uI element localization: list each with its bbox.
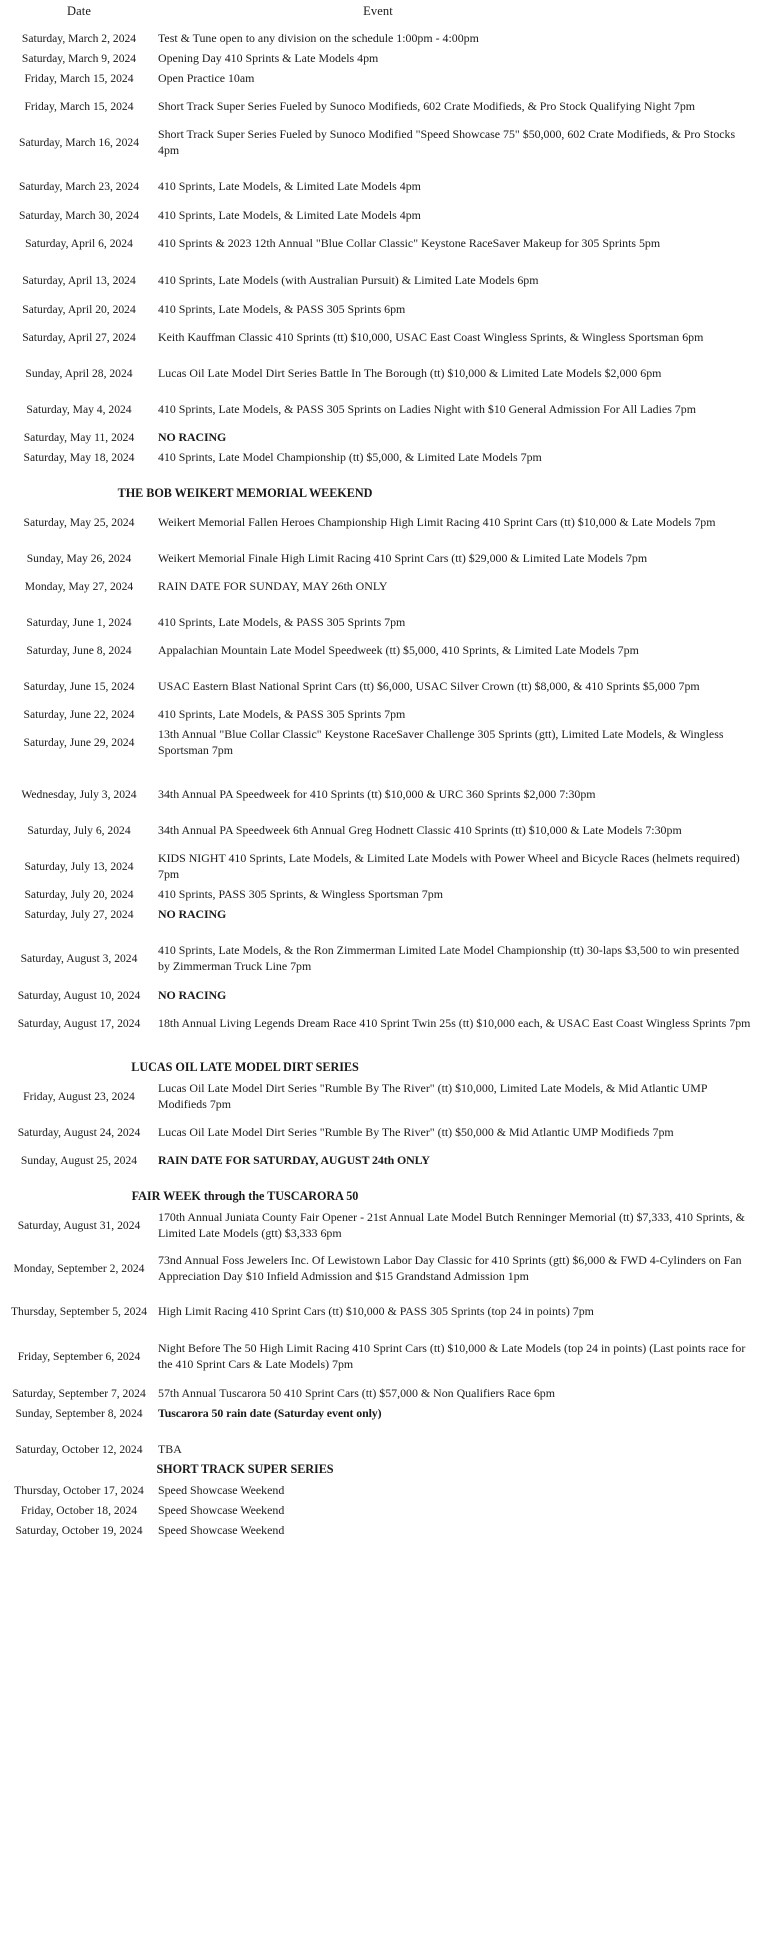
schedule-row-event: NO RACING xyxy=(158,430,227,445)
schedule-row-date: Monday, May 27, 2024 xyxy=(24,580,134,594)
column-header-event xyxy=(158,0,768,29)
schedule-row-date: Saturday, May 11, 2024 xyxy=(23,431,135,445)
schedule-row xyxy=(0,725,768,761)
schedule-row-date: Saturday, July 20, 2024 xyxy=(24,888,134,902)
schedule-row-event: Appalachian Mountain Late Model Speedweek (tt) $5,000, 410 Sprints, & Limited Late Models 7pm xyxy=(158,643,639,658)
schedule-row xyxy=(0,125,768,161)
schedule-row xyxy=(0,777,768,813)
schedule-row-event: 410 Sprints, PASS 305 Sprints, & Wingless Sportsman 7pm xyxy=(158,887,443,902)
schedule-row-date: Wednesday, July 3, 2024 xyxy=(21,788,137,802)
row-spacer xyxy=(0,977,768,986)
schedule-row-date: Friday, March 15, 2024 xyxy=(24,100,134,114)
schedule-row-event: 170th Annual Juniata County Fair Opener - 21st Annual Late Model Butch Renninger Memorial (tt) $7,333, 410 Sprints, & Limited Late Models (gtt) $3,333 6pm xyxy=(158,1210,745,1240)
schedule-row-date: Saturday, May 4, 2024 xyxy=(26,403,132,417)
section-header xyxy=(0,1460,768,1481)
schedule-row-date: Saturday, September 7, 2024 xyxy=(12,1387,146,1401)
spacer-cell xyxy=(0,291,768,300)
spacer-cell xyxy=(0,468,768,484)
schedule-row-date: Friday, March 15, 2024 xyxy=(24,72,134,86)
schedule-row-event: Weikert Memorial Fallen Heroes Championship High Limit Racing 410 Sprint Cars (tt) $10,000 & Late Models 7pm xyxy=(158,515,716,530)
schedule-row-event: 57th Annual Tuscarora 50 410 Sprint Cars (tt) $57,000 & Non Qualifiers Race 6pm xyxy=(158,1386,555,1401)
schedule-row-date: Saturday, July 6, 2024 xyxy=(27,824,131,838)
schedule-row-event: Short Track Super Series Fueled by Sunoco Modified "Speed Showcase 75" $50,000, 602 Crate Modifieds, & Pro Stocks 4pm xyxy=(158,127,736,157)
schedule-row-event: 410 Sprints, Late Models, & Limited Late Models 4pm xyxy=(158,179,421,194)
row-spacer xyxy=(0,468,768,484)
row-spacer xyxy=(0,1424,768,1440)
column-header-event-label: Event xyxy=(363,4,393,18)
schedule-row-date: Sunday, May 26, 2024 xyxy=(26,552,132,566)
schedule-row-event: Speed Showcase Weekend xyxy=(158,1523,285,1538)
schedule-row xyxy=(0,669,768,705)
schedule-row-date: Saturday, August 10, 2024 xyxy=(17,989,141,1003)
schedule-row xyxy=(0,29,768,49)
schedule-row-date: Saturday, March 9, 2024 xyxy=(21,52,137,66)
schedule-row-date: Thursday, September 5, 2024 xyxy=(10,1305,148,1319)
schedule-row-event: Lucas Oil Late Model Dirt Series "Rumble By The River" (tt) $10,000, Limited Late Models, & Mid Atlantic UMP Modifieds 7pm xyxy=(158,1081,708,1111)
schedule-row xyxy=(0,89,768,125)
row-spacer xyxy=(0,1375,768,1384)
schedule-row-date: Friday, October 18, 2024 xyxy=(20,1504,138,1518)
schedule-row-event: Open Practice 10am xyxy=(158,71,255,86)
schedule-row-event: 410 Sprints, Late Models, & the Ron Zimmerman Limited Late Model Championship (tt) 30-laps $3,500 to win presented by Zimmerman Truck Line 7pm xyxy=(158,943,740,973)
schedule-row-event: 34th Annual PA Speedweek for 410 Sprints (tt) $10,000 & URC 360 Sprints $2,000 7:30pm xyxy=(158,787,596,802)
schedule-row-date: Saturday, August 31, 2024 xyxy=(17,1219,141,1233)
schedule-row-date: Saturday, August 3, 2024 xyxy=(20,952,138,966)
schedule-row xyxy=(0,49,768,69)
schedule-row xyxy=(0,1115,768,1151)
spacer-cell xyxy=(0,977,768,986)
row-spacer xyxy=(0,161,768,177)
schedule-row xyxy=(0,1208,768,1244)
schedule-row xyxy=(0,448,768,468)
schedule-row-date: Saturday, June 15, 2024 xyxy=(23,680,135,694)
schedule-row-event: RAIN DATE FOR SUNDAY, MAY 26th ONLY xyxy=(158,579,388,594)
schedule-row xyxy=(0,69,768,89)
schedule-row-event: RAIN DATE FOR SATURDAY, AUGUST 24th ONLY xyxy=(158,1153,430,1168)
schedule-row-event: 34th Annual PA Speedweek 6th Annual Greg Hodnett Classic 410 Sprints (tt) $10,000 & Late Models 7:30pm xyxy=(158,823,682,838)
schedule-row xyxy=(0,849,768,885)
schedule-row-event: 410 Sprints, Late Models (with Australian Pursuit) & Limited Late Models 6pm xyxy=(158,273,539,288)
section-header xyxy=(0,484,768,505)
schedule-row-event: Speed Showcase Weekend xyxy=(158,1503,285,1518)
spacer-cell xyxy=(0,197,768,206)
row-spacer xyxy=(0,291,768,300)
schedule-row xyxy=(0,705,768,725)
column-header-date: Date xyxy=(67,4,91,18)
schedule-row-event: 410 Sprints, Late Models, & PASS 305 Sprints 7pm xyxy=(158,707,406,722)
schedule-row-date: Saturday, April 20, 2024 xyxy=(22,303,136,317)
spacer-cell xyxy=(0,761,768,777)
schedule-row xyxy=(0,271,768,291)
section-header-row xyxy=(0,484,768,505)
section-header-label: THE BOB WEIKERT MEMORIAL WEEKEND xyxy=(117,486,373,500)
schedule-row xyxy=(0,1006,768,1042)
schedule-row xyxy=(0,905,768,925)
section-header-label: FAIR WEEK through the TUSCARORA 50 xyxy=(131,1189,359,1203)
section-header-label: SHORT TRACK SUPER SERIES xyxy=(156,1462,334,1476)
schedule-row xyxy=(0,885,768,905)
schedule-row xyxy=(0,613,768,633)
schedule-row xyxy=(0,1151,768,1171)
spacer-cell xyxy=(0,925,768,941)
section-header-row xyxy=(0,1187,768,1208)
row-spacer xyxy=(0,925,768,941)
section-header-label: LUCAS OIL LATE MODEL DIRT SERIES xyxy=(131,1060,359,1074)
schedule-row-event: Night Before The 50 High Limit Racing 410 Sprint Cars (tt) $10,000 & Late Models (top 24 in points) (Last points race for the 410 Sprint Cars & Late Models) 7pm xyxy=(158,1341,746,1371)
schedule-row-date: Monday, September 2, 2024 xyxy=(13,1262,145,1276)
schedule-row-date: Sunday, April 28, 2024 xyxy=(25,367,133,381)
schedule-row-date: Saturday, June 1, 2024 xyxy=(26,616,132,630)
schedule-row-date: Friday, August 23, 2024 xyxy=(23,1090,135,1104)
section-header-row xyxy=(0,1058,768,1079)
schedule-row-date: Sunday, August 25, 2024 xyxy=(20,1154,138,1168)
schedule-row-date: Saturday, March 23, 2024 xyxy=(19,180,139,194)
schedule-row-date: Saturday, May 25, 2024 xyxy=(23,516,135,530)
schedule-row-event: 410 Sprints & 2023 12th Annual "Blue Collar Classic" Keystone RaceSaver Makeup for 305 Sprints 5pm xyxy=(158,236,661,251)
schedule-row xyxy=(0,1244,768,1294)
schedule-row-date: Saturday, August 17, 2024 xyxy=(17,1017,141,1031)
table-header xyxy=(0,0,768,29)
schedule-row-event: Opening Day 410 Sprints & Late Models 4pm xyxy=(158,51,379,66)
schedule-row-date: Saturday, October 12, 2024 xyxy=(15,1443,143,1457)
schedule-row-event: Tuscarora 50 rain date (Saturday event only) xyxy=(158,1406,382,1421)
schedule-row-event: Lucas Oil Late Model Dirt Series Battle In The Borough (tt) $10,000 & Limited Late Models $2,000 6pm xyxy=(158,366,662,381)
row-spacer xyxy=(0,1042,768,1058)
schedule-row-event: Lucas Oil Late Model Dirt Series "Rumble By The River" (tt) $50,000 & Mid Atlantic UMP Modifieds 7pm xyxy=(158,1125,674,1140)
schedule-row-event: High Limit Racing 410 Sprint Cars (tt) $10,000 & PASS 305 Sprints (top 24 in points) 7pm xyxy=(158,1304,594,1319)
row-spacer xyxy=(0,761,768,777)
schedule-row xyxy=(0,986,768,1006)
schedule-row xyxy=(0,813,768,849)
schedule-row xyxy=(0,1079,768,1115)
schedule-row-event: NO RACING xyxy=(158,907,227,922)
section-header-row xyxy=(0,1460,768,1481)
schedule-row xyxy=(0,1339,768,1375)
schedule-row-date: Saturday, October 19, 2024 xyxy=(15,1524,143,1538)
schedule-row-event: 410 Sprints, Late Models, & PASS 305 Sprints 6pm xyxy=(158,302,406,317)
schedule-row xyxy=(0,206,768,226)
schedule-row-event: KIDS NIGHT 410 Sprints, Late Models, & Limited Late Models with Power Wheel and Bicycle Races (helmets required) 7pm xyxy=(158,851,740,881)
section-header xyxy=(0,1187,768,1208)
row-spacer xyxy=(0,262,768,271)
schedule-row xyxy=(0,428,768,448)
spacer-cell xyxy=(0,1330,768,1339)
schedule-row xyxy=(0,633,768,669)
schedule-row xyxy=(0,226,768,262)
schedule-row-event: 410 Sprints, Late Model Championship (tt) $5,000, & Limited Late Models 7pm xyxy=(158,450,542,465)
schedule-row xyxy=(0,577,768,597)
schedule-row-event: NO RACING xyxy=(158,988,227,1003)
schedule-row xyxy=(0,941,768,977)
table-body xyxy=(0,29,768,1541)
schedule-row-event: 410 Sprints, Late Models, & PASS 305 Sprints 7pm xyxy=(158,615,406,630)
schedule-row-event: Short Track Super Series Fueled by Sunoco Modifieds, 602 Crate Modifieds, & Pro Stock Qualifying Night 7pm xyxy=(158,99,696,114)
schedule-row-event: 410 Sprints, Late Models, & Limited Late Models 4pm xyxy=(158,208,421,223)
schedule-row xyxy=(0,320,768,356)
schedule-row-event: Weikert Memorial Finale High Limit Racing 410 Sprint Cars (tt) $29,000 & Limited Late Models 7pm xyxy=(158,551,648,566)
schedule-row-date: Sunday, September 8, 2024 xyxy=(15,1407,143,1421)
schedule-row-event: 73nd Annual Foss Jewelers Inc. Of Lewistown Labor Day Classic for 410 Sprints (gtt) $6,000 & FWD 4-Cylinders on Fan Appreciation Day $10 Infield Admission and $15 Grandstand Admission 1pm xyxy=(158,1253,742,1283)
schedule-row xyxy=(0,505,768,541)
schedule-row-date: Friday, September 6, 2024 xyxy=(17,1350,141,1364)
row-spacer xyxy=(0,1330,768,1339)
schedule-row xyxy=(0,300,768,320)
schedule-row xyxy=(0,392,768,428)
row-spacer xyxy=(0,197,768,206)
schedule-row-date: Saturday, August 24, 2024 xyxy=(17,1126,141,1140)
schedule-row-date: Saturday, March 2, 2024 xyxy=(21,32,137,46)
spacer-cell xyxy=(0,597,768,613)
schedule-row-date: Thursday, October 17, 2024 xyxy=(14,1484,144,1498)
schedule-row-date: Saturday, April 6, 2024 xyxy=(25,237,133,251)
spacer-cell xyxy=(0,161,768,177)
spacer-cell xyxy=(0,262,768,271)
schedule-row-event: Keith Kauffman Classic 410 Sprints (tt) $10,000, USAC East Coast Wingless Sprints, & Wingless Sportsman 6pm xyxy=(158,330,704,345)
schedule-row xyxy=(0,1404,768,1424)
schedule-row xyxy=(0,541,768,577)
spacer-cell xyxy=(0,1171,768,1187)
schedule-row-date: Saturday, June 8, 2024 xyxy=(26,644,132,658)
schedule-row xyxy=(0,1294,768,1330)
schedule-row-date: Saturday, July 13, 2024 xyxy=(24,860,134,874)
schedule-row xyxy=(0,356,768,392)
schedule-row-date: Saturday, July 27, 2024 xyxy=(24,908,134,922)
schedule-row-date: Saturday, April 27, 2024 xyxy=(22,331,136,345)
schedule-row xyxy=(0,1501,768,1521)
schedule-row-date: Saturday, March 30, 2024 xyxy=(19,209,139,223)
header-row xyxy=(0,0,768,29)
schedule-row-date: Saturday, April 13, 2024 xyxy=(22,274,136,288)
row-spacer xyxy=(0,1171,768,1187)
schedule-row-event: 410 Sprints, Late Models, & PASS 305 Sprints on Ladies Night with $10 General Admission For All Ladies 7pm xyxy=(158,402,696,417)
schedule-row-event: USAC Eastern Blast National Sprint Cars (tt) $6,000, USAC Silver Crown (tt) $8,000, & 410 Sprints $5,000 7pm xyxy=(158,679,700,694)
schedule-row xyxy=(0,177,768,197)
schedule-row xyxy=(0,1481,768,1501)
schedule-row-event: Test & Tune open to any division on the schedule 1:00pm - 4:00pm xyxy=(158,31,479,46)
schedule-row xyxy=(0,1440,768,1460)
schedule-row-date: Saturday, May 18, 2024 xyxy=(23,451,135,465)
section-header xyxy=(0,1058,768,1079)
schedule-row-date: Saturday, March 16, 2024 xyxy=(19,136,139,150)
spacer-cell xyxy=(0,1375,768,1384)
schedule-row-date: Saturday, June 22, 2024 xyxy=(23,708,135,722)
row-spacer xyxy=(0,597,768,613)
schedule-row xyxy=(0,1521,768,1541)
schedule-row-event: 18th Annual Living Legends Dream Race 410 Sprint Twin 25s (tt) $10,000 each, & USAC East Coast Wingless Sprints 7pm xyxy=(158,1016,751,1031)
spacer-cell xyxy=(0,1042,768,1058)
schedule-row-date: Saturday, June 29, 2024 xyxy=(23,736,135,750)
schedule-row-event: 13th Annual "Blue Collar Classic" Keystone RaceSaver Challenge 305 Sprints (gtt), Limited Late Models, & Wingless Sportsman 7pm xyxy=(158,727,724,757)
spacer-cell xyxy=(0,1424,768,1440)
schedule-row-event: Speed Showcase Weekend xyxy=(158,1483,285,1498)
schedule-row-event: TBA xyxy=(158,1442,182,1457)
schedule-row xyxy=(0,1384,768,1404)
